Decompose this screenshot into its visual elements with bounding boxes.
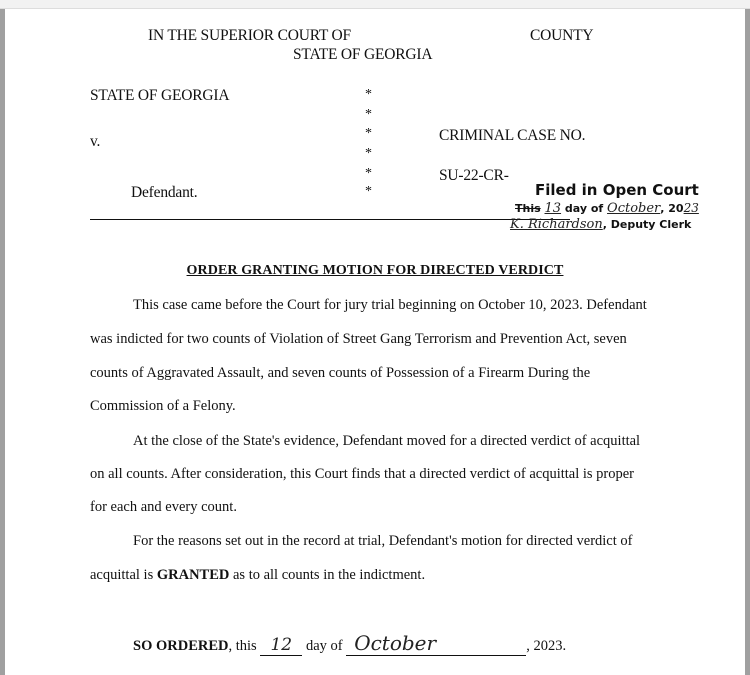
- body-line: This case came before the Court for jury trial beginning on October 10, 2023. Defendant: [133, 297, 647, 313]
- stamp-year: 23: [683, 201, 699, 215]
- granted-line: [90, 567, 425, 584]
- case-number: SU-22-CR-: [439, 167, 509, 184]
- body-line: At the close of the State's evidence, Defendant moved for a directed verdict of acquittal: [133, 433, 641, 449]
- document-page: [5, 9, 745, 675]
- so-month-blank: [346, 631, 526, 656]
- stamp-year-prefix: , 20: [660, 202, 684, 215]
- body-line: For the reasons set out in the record at trial, Defendant's motion for directed verdict of: [133, 533, 633, 549]
- stamp-heading: Filed in Open Court: [535, 181, 699, 199]
- granted-post: as to all counts in the indictment.: [229, 567, 426, 583]
- caption-star: *: [365, 146, 372, 161]
- county-label: COUNTY: [530, 27, 594, 44]
- viewer-top-strip: [0, 0, 750, 9]
- body-line: counts of Aggravated Assault, and seven counts of Possession of a Firearm During the: [90, 365, 591, 381]
- granted-pre: acquittal is: [90, 567, 157, 583]
- so-year: , 2023.: [526, 638, 567, 654]
- so-this: , this: [228, 638, 257, 654]
- body-line: was indicted for two counts of Violation of Street Gang Terrorism and Prevention Act, seven: [90, 331, 627, 347]
- stamp-day: 13: [544, 201, 562, 216]
- so-month: October: [354, 631, 437, 655]
- stamp-clerk-line: [510, 217, 691, 232]
- case-label: CRIMINAL CASE NO.: [439, 127, 586, 144]
- versus: v.: [90, 133, 101, 150]
- defendant-label: Defendant.: [131, 184, 198, 201]
- granted-word: GRANTED: [156, 567, 230, 583]
- so-day-blank: [260, 635, 302, 656]
- clerk-title: , Deputy Clerk: [602, 218, 692, 231]
- body-line: Commission of a Felony.: [90, 398, 236, 414]
- caption-star: *: [365, 166, 372, 181]
- caption-star: *: [365, 126, 372, 141]
- court-line: IN THE SUPERIOR COURT OF: [148, 27, 351, 44]
- state-line: STATE OF GEORGIA: [293, 46, 433, 63]
- so-ordered-line: [133, 631, 566, 656]
- order-title: ORDER GRANTING MOTION FOR DIRECTED VERDICT: [186, 263, 564, 278]
- stamp-this: This: [515, 202, 541, 215]
- body-line: on all counts. After consideration, this Court finds that a directed verdict of acquittal is proper: [90, 466, 635, 482]
- caption-rule: [90, 219, 570, 220]
- clerk-signature: K. Richardson: [510, 217, 603, 232]
- body-line: for each and every count.: [90, 499, 237, 515]
- stamp-date-line: [515, 201, 699, 216]
- stamp-month: October: [607, 201, 661, 216]
- so-ordered: SO ORDERED: [133, 638, 229, 654]
- caption-star: *: [365, 184, 372, 199]
- caption-star: *: [365, 87, 372, 102]
- stamp-day-of: day of: [564, 202, 604, 215]
- caption-star: *: [365, 107, 372, 122]
- so-day-of: day of: [305, 638, 343, 654]
- so-day: 12: [270, 635, 293, 655]
- plaintiff: STATE OF GEORGIA: [90, 87, 230, 104]
